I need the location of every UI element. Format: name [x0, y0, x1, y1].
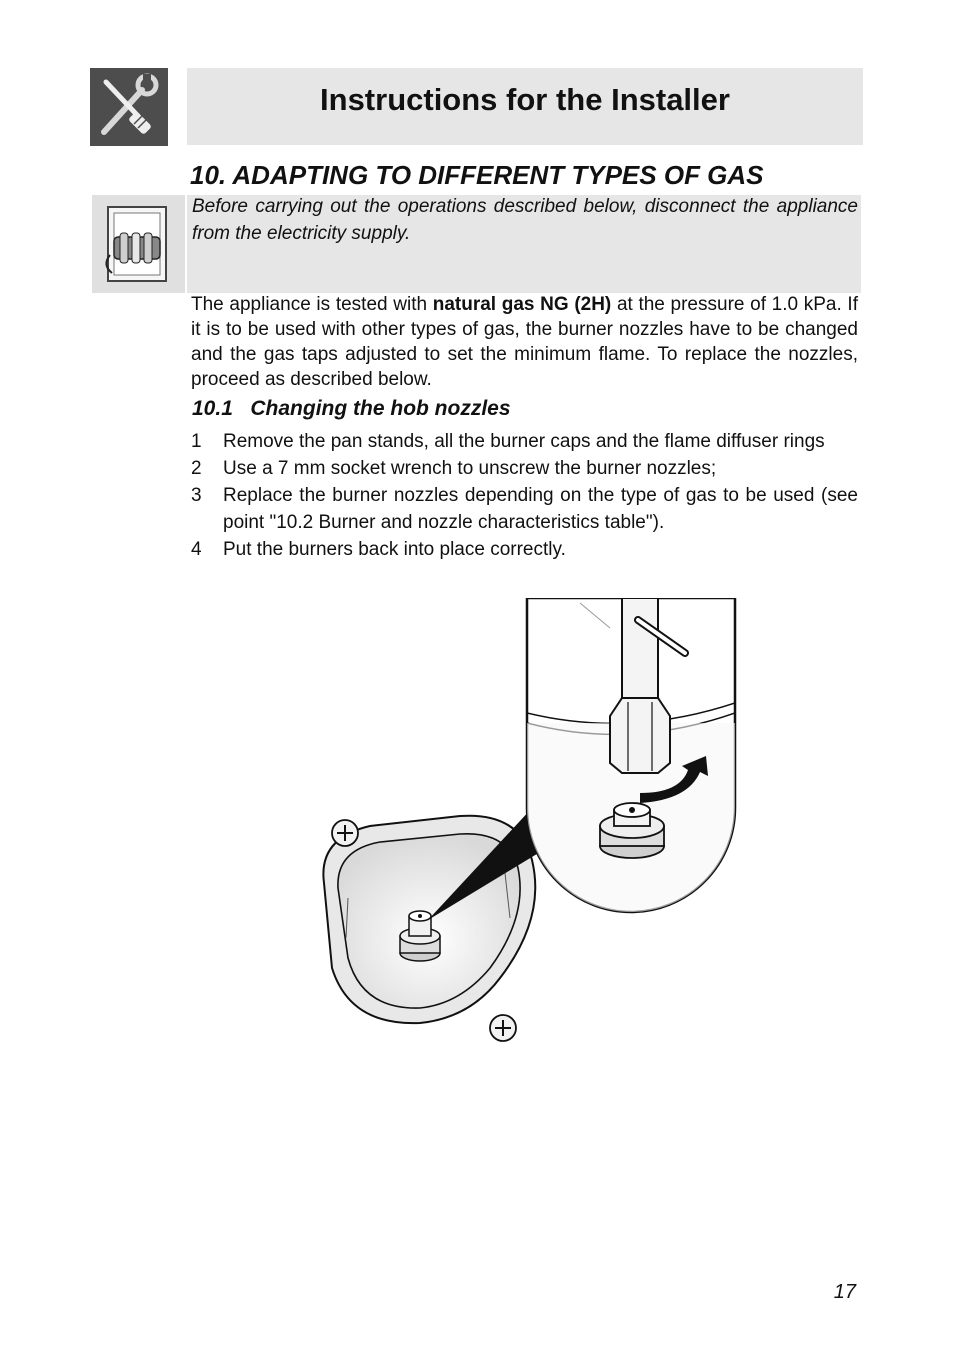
step-number: 1 [191, 431, 202, 452]
page-title: Instructions for the Installer [320, 82, 730, 117]
section-title: 10. ADAPTING TO DIFFERENT TYPES OF GAS [190, 160, 764, 190]
plug-socket-icon [92, 195, 185, 293]
list-item [191, 428, 858, 455]
intro-text-end: at the pressure of 1.0 kPa. If it is to be used with other types of gas, the burner nozzles have to be changed and the gas taps adjusted to set the minimum flame. To replace the nozzles, proceed as described below. [191, 294, 858, 390]
warning-box [187, 195, 861, 293]
page-number: 17 [833, 1281, 856, 1303]
list-item [191, 536, 858, 563]
step-text: Remove the pan stands, all the burner caps and the flame diffuser rings [223, 431, 825, 452]
warning-text: Before carrying out the operations described below, disconnect the appliance from the electricity supply. [192, 196, 858, 244]
wrench-screwdriver-icon [90, 68, 168, 146]
subsection-title: 10.1 Changing the hob nozzles [192, 397, 511, 420]
list-item [191, 455, 858, 482]
step-text: Put the burners back into place correctly. [223, 539, 566, 560]
header-bar [187, 68, 863, 145]
step-text: Replace the burner nozzles depending on the type of gas to be used (see point "10.2 Burner and nozzle characteristics table"). [223, 485, 858, 533]
intro-paragraph [191, 292, 858, 392]
gas-type-bold: natural gas NG (2H) [432, 294, 612, 315]
step-number: 2 [191, 458, 202, 479]
socket-wrench-nozzle-illustration [310, 598, 740, 1053]
intro-text-start: The appliance is tested with [191, 294, 433, 315]
step-number: 4 [191, 539, 202, 560]
steps-list [191, 428, 858, 563]
step-number: 3 [191, 485, 202, 506]
step-text: Use a 7 mm socket wrench to unscrew the burner nozzles; [223, 458, 717, 479]
list-item [191, 482, 858, 536]
